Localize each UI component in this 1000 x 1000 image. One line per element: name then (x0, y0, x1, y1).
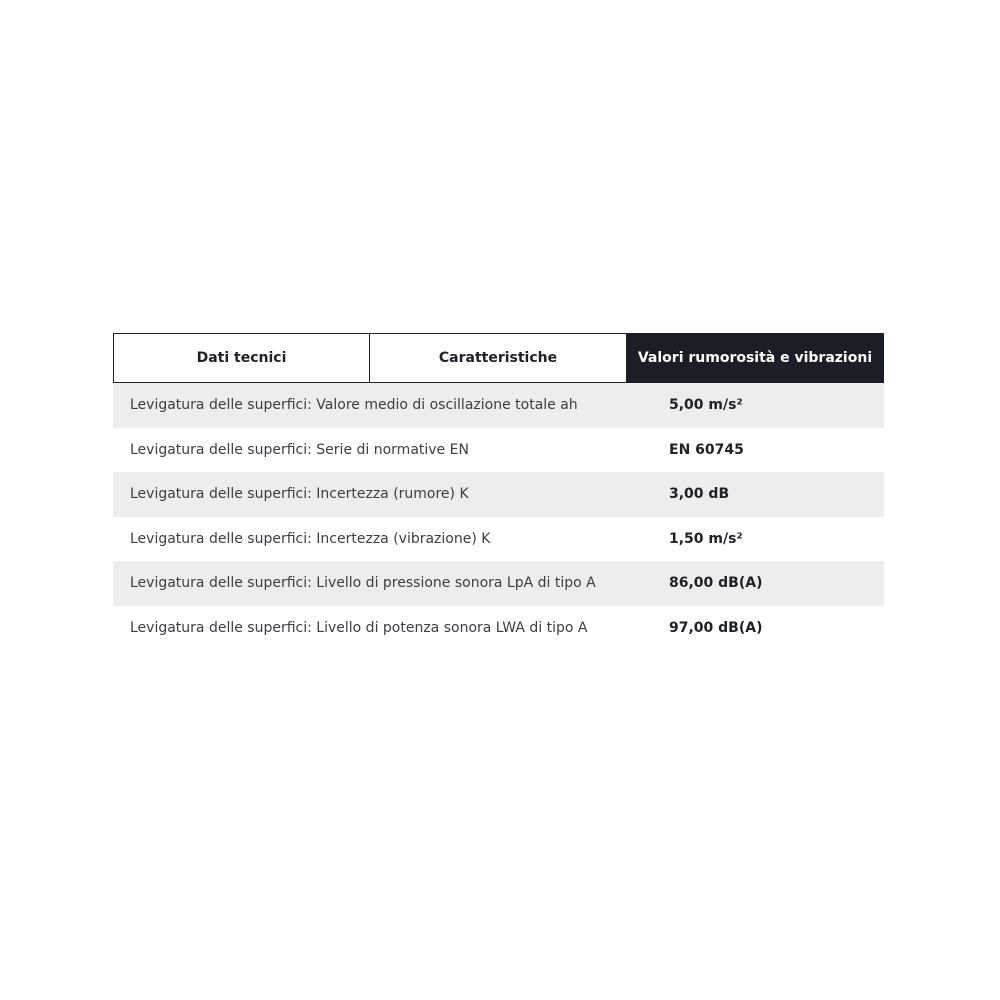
row-value: 5,00 m/s² (669, 397, 743, 414)
values-list (113, 383, 884, 650)
tab-caratteristiche[interactable]: Caratteristiche (370, 333, 627, 383)
row-label: Levigatura delle superfici: Livello di pressione sonora LpA di tipo A (130, 575, 596, 592)
table-row (113, 428, 884, 473)
row-label: Levigatura delle superfici: Livello di potenza sonora LWA di tipo A (130, 619, 588, 636)
row-value: 1,50 m/s² (669, 530, 743, 547)
tab-dati-tecnici[interactable]: Dati tecnici (113, 333, 370, 383)
tab-valori-rumorosita[interactable]: Valori rumorosità e vibrazioni (627, 333, 884, 383)
table-row (113, 606, 884, 651)
table-row (113, 561, 884, 606)
row-value: 86,00 dB(A) (669, 575, 763, 592)
table-row (113, 472, 884, 517)
table-row (113, 383, 884, 428)
row-value: 97,00 dB(A) (669, 619, 763, 636)
row-label: Levigatura delle superfici: Valore medio di oscillazione totale ah (130, 397, 578, 414)
row-label: Levigatura delle superfici: Incertezza (vibrazione) K (130, 530, 491, 547)
table-row (113, 517, 884, 562)
row-label: Levigatura delle superfici: Incertezza (rumore) K (130, 486, 469, 503)
row-value: 3,00 dB (669, 486, 730, 503)
row-value: EN 60745 (669, 441, 744, 458)
row-label: Levigatura delle superfici: Serie di normative EN (130, 441, 469, 458)
spec-table (113, 333, 884, 650)
tab-bar (113, 333, 884, 383)
